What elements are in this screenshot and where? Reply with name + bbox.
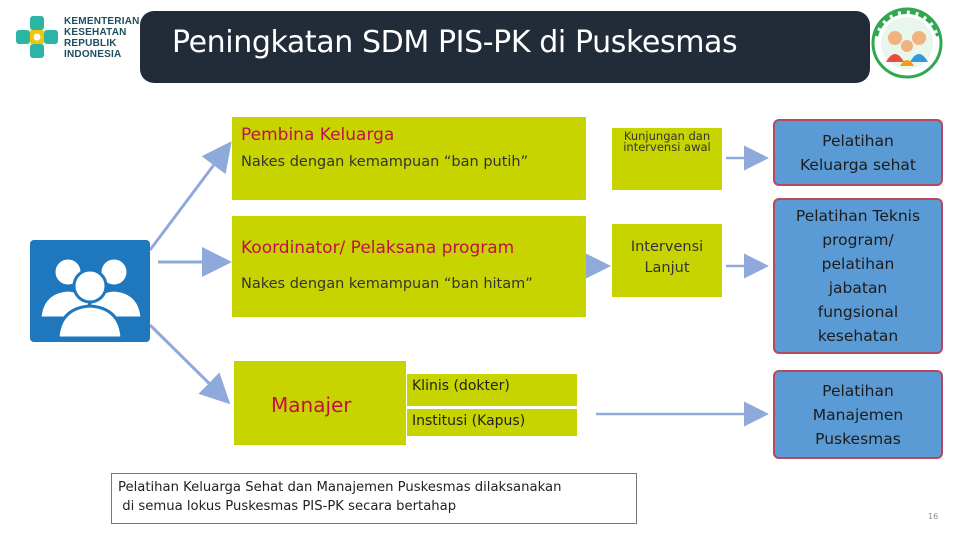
intervensi-line: Lanjut (644, 260, 690, 276)
training-line: jabatan (828, 279, 888, 297)
note-line: di semua lokus Puskesmas PIS-PK secara bertahap (118, 499, 457, 514)
people-group-icon (30, 240, 150, 342)
manajer-item-klinis: Klinis (dokter) (412, 378, 510, 394)
training-line: fungsional (817, 303, 899, 321)
intervensi-label (612, 237, 722, 279)
training-line: Pelatihan Teknis (795, 207, 921, 225)
kunjungan-line: Kunjungan dan (623, 129, 711, 143)
people-icon-box (30, 240, 150, 342)
kunjungan-line: intervensi awal (623, 140, 711, 154)
manajer-title: Manajer (271, 393, 352, 417)
pelatihan-keluarga-sehat-box (773, 119, 943, 186)
training-line: Puskesmas (815, 429, 901, 448)
pembina-title: Pembina Keluarga (241, 125, 395, 145)
training-line: Manajemen (812, 405, 904, 424)
page-number: 16 (928, 512, 939, 521)
pelatihan-teknis-box (773, 198, 943, 354)
intervensi-line: Intervensi (630, 239, 704, 255)
logo-line: KESEHATAN (64, 27, 127, 38)
koordinator-title: Koordinator/ Pelaksana program (241, 238, 515, 258)
training-line: program/ (822, 231, 894, 249)
note-line: Pelatihan Keluarga Sehat dan Manajemen Puskesmas dilaksanakan (118, 480, 562, 495)
page-title: Peningkatan SDM PIS-PK di Puskesmas (172, 25, 738, 60)
training-line: Pelatihan (822, 381, 894, 400)
note-box (111, 473, 637, 524)
logo-line: INDONESIA (64, 49, 122, 60)
training-line: Keluarga sehat (800, 155, 916, 174)
koordinator-subtitle: Nakes dengan kemampuan “ban hitam” (241, 276, 533, 292)
arrow-to-pembina (150, 146, 228, 250)
training-line: pelatihan (821, 255, 895, 273)
logo-line: REPUBLIK (64, 38, 117, 49)
logo-line: KEMENTERIAN (64, 16, 140, 27)
training-line: kesehatan (817, 327, 899, 345)
manajer-item-institusi: Institusi (Kapus) (412, 413, 526, 429)
pembina-subtitle: Nakes dengan kemampuan “ban putih” (241, 154, 529, 170)
koordinator-box (232, 216, 586, 317)
training-line: Pelatihan (822, 131, 894, 150)
pelatihan-manajemen-box (773, 370, 943, 459)
kunjungan-label (612, 131, 722, 153)
arrow-to-manajer (150, 325, 226, 400)
